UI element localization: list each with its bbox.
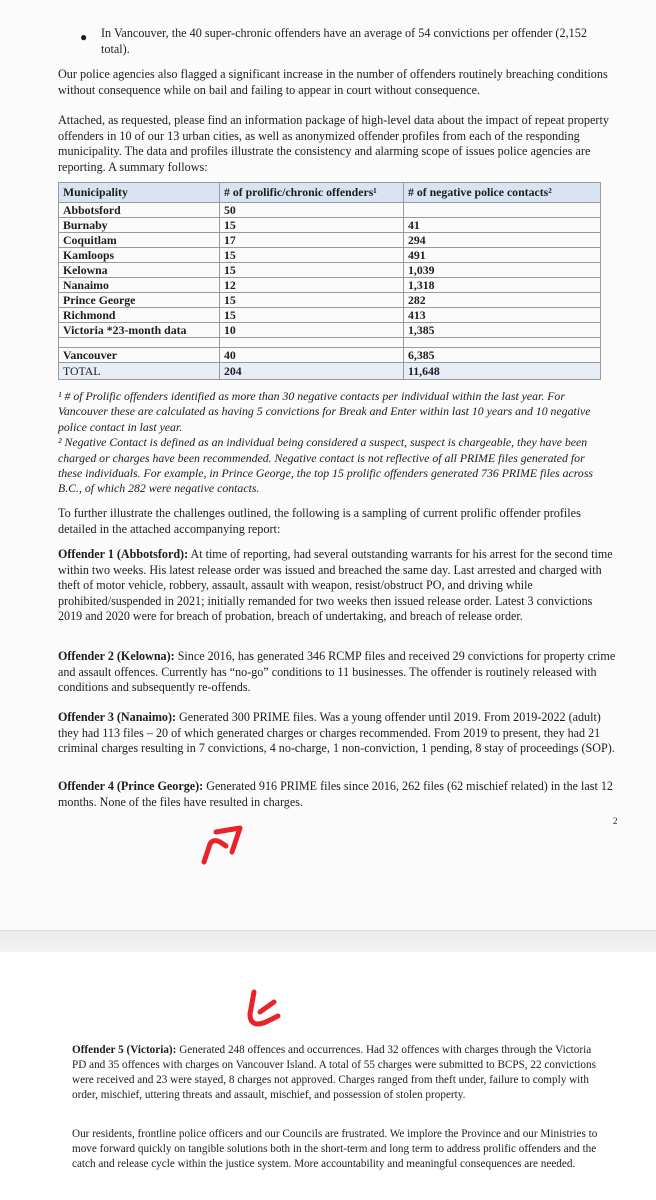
cell-municipality: Kamloops bbox=[59, 248, 220, 263]
cell-offenders: 15 bbox=[220, 293, 404, 308]
offender-2-text: Since 2016, has generated 346 RCMP files and received 29 convictions for property crime and assault offences. Currently has “no-go” conditions to 11 businesses. The offender is routinely released with conditions and subsequently re-offends. bbox=[58, 649, 616, 695]
cell-municipality: Coquitlam bbox=[59, 233, 220, 248]
offender-2-paragraph bbox=[58, 649, 618, 696]
cell-offenders: 40 bbox=[220, 348, 404, 363]
cell-contacts: 1,385 bbox=[404, 323, 601, 338]
cell-offenders: 17 bbox=[220, 233, 404, 248]
cell-municipality: Richmond bbox=[59, 308, 220, 323]
cell-offenders: 50 bbox=[220, 203, 404, 218]
offender-5-paragraph bbox=[72, 1043, 608, 1103]
closing-paragraph: Our residents, frontline police officers and our Councils are frustrated. We implore the Province and our Ministries to move forward quickly on tangible solutions both in the short-term and long term to address prolific offenders and the catch and release cycle within the justice system. More accountability and meaningful consequences are needed. bbox=[72, 1128, 598, 1170]
offender-4-lead: Offender 4 (Prince George): bbox=[58, 779, 204, 793]
paragraph-attached: Attached, as requested, please find an information package of high-level data about the impact of repeat property offenders in 10 of our 13 urban cities, as well as anonymized offender profiles from each of the responding municipality. The data and profiles illustrate the consistency and alarming scope of issues police agencies are reporting. A summary follows: bbox=[58, 113, 609, 174]
page-divider bbox=[0, 930, 656, 953]
header-offenders: # of prolific/chronic offenders¹ bbox=[220, 183, 404, 203]
table-row bbox=[59, 308, 601, 323]
cell-municipality: Abbotsford bbox=[59, 203, 220, 218]
cell-municipality: Burnaby bbox=[59, 218, 220, 233]
paragraph-flagged: Our police agencies also flagged a significant increase in the number of offenders routinely breaching conditions without consequence while on bail and failing to appear in court without consequence. bbox=[58, 67, 608, 97]
offender-1-lead: Offender 1 (Abbotsford): bbox=[58, 547, 189, 561]
table-row bbox=[59, 218, 601, 233]
footnote-2: ² Negative Contact is defined as an individual being considered a suspect, suspect is chargeable, they have been charged or charges have been recommended. Negative contact is not reflective of all PRIME files generated for these individuals. For example, in Prince George, the top 15 prolific offenders generated 736 PRIME files across B.C., of which 282 were negative contacts. bbox=[58, 435, 594, 496]
offender-3-lead: Offender 3 (Nanaimo): bbox=[58, 710, 177, 724]
cell-total-label: TOTAL bbox=[59, 363, 220, 380]
offender-2-lead: Offender 2 (Kelowna): bbox=[58, 649, 175, 663]
cell-contacts bbox=[404, 203, 601, 218]
cell-municipality: Nanaimo bbox=[59, 278, 220, 293]
table-row bbox=[59, 248, 601, 263]
table-row bbox=[59, 278, 601, 293]
table-row bbox=[59, 233, 601, 248]
table-header-row bbox=[59, 183, 601, 203]
offender-3-paragraph bbox=[58, 710, 618, 757]
cell-offenders: 15 bbox=[220, 263, 404, 278]
footnote-1: ¹ # of Prolific offenders identified as more than 30 negative contacts per individual within the last year. For Vancouver these are calculated as having 5 convictions for Break and Enter within last 10 years and 10 negative police contact in last year. bbox=[58, 389, 591, 434]
red-arrow-down-left-annotation bbox=[240, 988, 286, 1034]
table-row bbox=[59, 293, 601, 308]
page-number: 2 bbox=[613, 816, 618, 826]
table-row bbox=[59, 348, 601, 363]
cell-municipality: Vancouver bbox=[59, 348, 220, 363]
bullet-text: In Vancouver, the 40 super-chronic offenders have an average of 54 convictions per offender (2,152 total). bbox=[101, 26, 587, 56]
paragraph-further: To further illustrate the challenges outlined, the following is a sampling of current prolific offender profiles detailed in the attached accompanying report: bbox=[58, 506, 581, 536]
cell-contacts: 413 bbox=[404, 308, 601, 323]
table-spacer-row bbox=[59, 338, 601, 348]
cell-total-offenders: 204 bbox=[220, 363, 404, 380]
cell-contacts: 294 bbox=[404, 233, 601, 248]
offender-4-text: Generated 916 PRIME files since 2016, 262 files (62 mischief related) in the last 12 months. None of the files have resulted in charges. bbox=[58, 779, 613, 809]
offender-1-paragraph bbox=[58, 547, 618, 625]
cell-municipality: Prince George bbox=[59, 293, 220, 308]
offender-5-lead: Offender 5 (Victoria): bbox=[72, 1044, 177, 1056]
cell-contacts: 1,318 bbox=[404, 278, 601, 293]
cell-contacts: 491 bbox=[404, 248, 601, 263]
cell-municipality: Victoria *23-month data bbox=[59, 323, 220, 338]
cell-contacts: 41 bbox=[404, 218, 601, 233]
offender-5-text: Generated 248 offences and occurrences. Had 32 offences with charges through the Victoria PD and 35 offences with charges on Vancouver Island. A total of 55 charges were submitted to BCPS, 22 convictions were received and 23 were stayed, 8 charges not approved. Charges ranged from theft under, failure to comply with order, mischief, uttering threats and assault, mischief, and possession of stolen property. bbox=[72, 1044, 596, 1101]
table-row bbox=[59, 323, 601, 338]
cell-offenders: 15 bbox=[220, 308, 404, 323]
cell-contacts: 6,385 bbox=[404, 348, 601, 363]
offender-3-text: Generated 300 PRIME files. Was a young offender until 2019. From 2019-2022 (adult) they had 113 files – 20 of which generated charges or charges recommended. From 2019 to present, they had 21 criminal charges resulting in 7 convictions, 4 no-charge, 1 non-conviction, 1 pending, 8 stay of proceedings (SOP). bbox=[58, 710, 615, 756]
summary-table bbox=[58, 182, 601, 380]
cell-contacts: 1,039 bbox=[404, 263, 601, 278]
header-municipality: Municipality bbox=[59, 183, 220, 203]
header-contacts: # of negative police contacts² bbox=[404, 183, 601, 203]
document-page-2 bbox=[0, 952, 656, 1200]
table-total-row bbox=[59, 363, 601, 380]
red-arrow-up-right-annotation bbox=[196, 822, 256, 870]
cell-contacts: 282 bbox=[404, 293, 601, 308]
cell-offenders: 15 bbox=[220, 248, 404, 263]
table-row bbox=[59, 203, 601, 218]
offender-4-paragraph bbox=[58, 779, 618, 810]
offender-1-text: At time of reporting, had several outstanding warrants for his arrest for the second time within two weeks. His latest release order was issued and breached the same day. Last arrested and charged with theft of motor vehicle, robbery, assault, assault with weapon, resist/obstruct PO, and driving while prohibited/suspended in 2021; initially remanded for two weeks then issued release order. Latest 3 convictions 2019 and 2020 were for breach of probation, breach of undertaking, and breach of release order. bbox=[58, 547, 613, 624]
cell-offenders: 15 bbox=[220, 218, 404, 233]
footnotes bbox=[58, 389, 608, 497]
cell-offenders: 12 bbox=[220, 278, 404, 293]
cell-offenders: 10 bbox=[220, 323, 404, 338]
table-row bbox=[59, 263, 601, 278]
bullet-dot: ● bbox=[80, 30, 88, 44]
cell-total-contacts: 11,648 bbox=[404, 363, 601, 380]
cell-municipality: Kelowna bbox=[59, 263, 220, 278]
